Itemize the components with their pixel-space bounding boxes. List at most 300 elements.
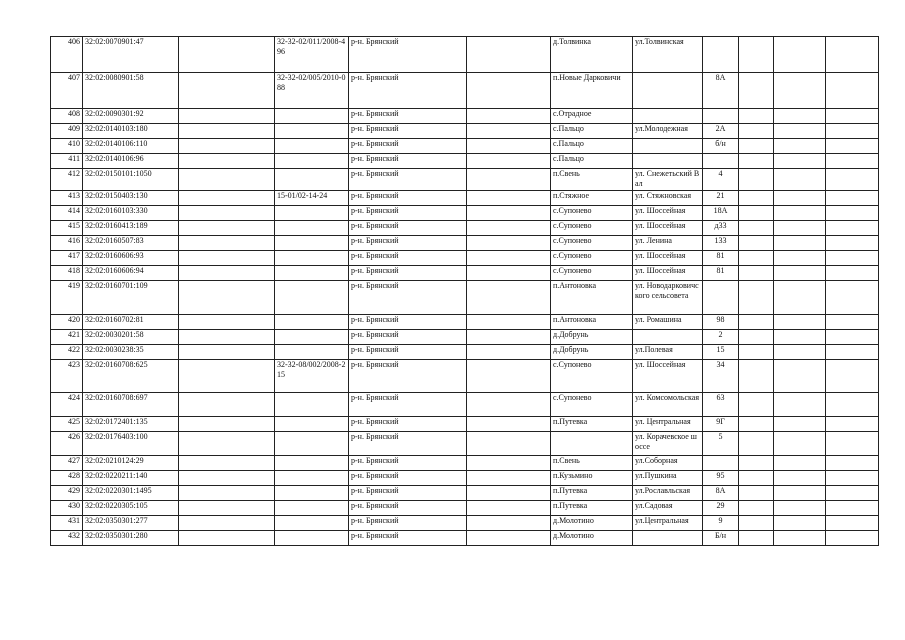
- table-row: [51, 124, 879, 139]
- house-number-cell: 81: [703, 266, 739, 281]
- empty-cell: [826, 73, 879, 109]
- district-cell: р-н. Брянский: [349, 345, 467, 360]
- table-row: [51, 281, 879, 315]
- table-row: [51, 191, 879, 206]
- registration-number-cell: [275, 432, 349, 456]
- empty-cell: [467, 124, 551, 139]
- house-number-cell: 18А: [703, 206, 739, 221]
- empty-cell: [826, 432, 879, 456]
- empty-cell: [774, 169, 826, 191]
- registration-number-cell: [275, 139, 349, 154]
- cadastral-number-cell: 32:02:0160413:189: [83, 221, 179, 236]
- district-cell: р-н. Брянский: [349, 206, 467, 221]
- house-number-cell: 8А: [703, 73, 739, 109]
- empty-cell: [739, 417, 774, 432]
- district-cell: р-н. Брянский: [349, 471, 467, 486]
- street-cell: ул.Соборная: [633, 456, 703, 471]
- district-cell: р-н. Брянский: [349, 124, 467, 139]
- district-cell: р-н. Брянский: [349, 169, 467, 191]
- empty-cell: [179, 191, 275, 206]
- empty-cell: [739, 393, 774, 417]
- empty-cell: [739, 139, 774, 154]
- empty-cell: [774, 236, 826, 251]
- settlement-cell: д.Молотино: [551, 516, 633, 531]
- cadastral-number-cell: 32:02:0160708:697: [83, 393, 179, 417]
- row-number-cell: 409: [51, 124, 83, 139]
- empty-cell: [739, 471, 774, 486]
- empty-cell: [467, 154, 551, 169]
- empty-cell: [179, 139, 275, 154]
- empty-cell: [739, 345, 774, 360]
- table-row: [51, 516, 879, 531]
- street-cell: ул. Шоссейная: [633, 221, 703, 236]
- document-page: [50, 36, 879, 546]
- house-number-cell: 8А: [703, 486, 739, 501]
- street-cell: ул.Молодежная: [633, 124, 703, 139]
- empty-cell: [467, 315, 551, 330]
- empty-cell: [179, 73, 275, 109]
- empty-cell: [826, 417, 879, 432]
- empty-cell: [467, 486, 551, 501]
- house-number-cell: 98: [703, 315, 739, 330]
- settlement-cell: п.Стяжное: [551, 191, 633, 206]
- empty-cell: [739, 330, 774, 345]
- registration-number-cell: 32-32-08/002/2008-215: [275, 360, 349, 393]
- registration-number-cell: [275, 471, 349, 486]
- empty-cell: [826, 251, 879, 266]
- empty-cell: [467, 417, 551, 432]
- settlement-cell: д.Молотино: [551, 531, 633, 546]
- property-register-table: [50, 36, 879, 546]
- settlement-cell: п.Кузьмино: [551, 471, 633, 486]
- cadastral-number-cell: 32:02:0140106:96: [83, 154, 179, 169]
- empty-cell: [179, 393, 275, 417]
- empty-cell: [774, 345, 826, 360]
- row-number-cell: 420: [51, 315, 83, 330]
- row-number-cell: 418: [51, 266, 83, 281]
- empty-cell: [467, 345, 551, 360]
- district-cell: р-н. Брянский: [349, 73, 467, 109]
- empty-cell: [774, 456, 826, 471]
- empty-cell: [739, 281, 774, 315]
- street-cell: [633, 139, 703, 154]
- district-cell: р-н. Брянский: [349, 191, 467, 206]
- row-number-cell: 414: [51, 206, 83, 221]
- district-cell: р-н. Брянский: [349, 456, 467, 471]
- house-number-cell: б/н: [703, 139, 739, 154]
- empty-cell: [179, 360, 275, 393]
- house-number-cell: 34: [703, 360, 739, 393]
- house-number-cell: Б/н: [703, 531, 739, 546]
- table-row: [51, 206, 879, 221]
- empty-cell: [774, 221, 826, 236]
- empty-cell: [774, 37, 826, 73]
- empty-cell: [739, 124, 774, 139]
- street-cell: ул. Стяжновская: [633, 191, 703, 206]
- empty-cell: [739, 191, 774, 206]
- district-cell: р-н. Брянский: [349, 281, 467, 315]
- settlement-cell: п.Новые Дарковичи: [551, 73, 633, 109]
- house-number-cell: 5: [703, 432, 739, 456]
- settlement-cell: с.Отрадное: [551, 109, 633, 124]
- district-cell: р-н. Брянский: [349, 516, 467, 531]
- row-number-cell: 413: [51, 191, 83, 206]
- empty-cell: [179, 251, 275, 266]
- empty-cell: [826, 191, 879, 206]
- empty-cell: [774, 266, 826, 281]
- street-cell: ул. Ленина: [633, 236, 703, 251]
- district-cell: р-н. Брянский: [349, 531, 467, 546]
- table-row: [51, 221, 879, 236]
- empty-cell: [774, 501, 826, 516]
- empty-cell: [179, 169, 275, 191]
- empty-cell: [739, 486, 774, 501]
- table-row: [51, 432, 879, 456]
- empty-cell: [179, 330, 275, 345]
- row-number-cell: 408: [51, 109, 83, 124]
- row-number-cell: 412: [51, 169, 83, 191]
- table-row: [51, 139, 879, 154]
- empty-cell: [826, 393, 879, 417]
- district-cell: р-н. Брянский: [349, 315, 467, 330]
- settlement-cell: с.Супонево: [551, 206, 633, 221]
- table-row: [51, 417, 879, 432]
- empty-cell: [739, 516, 774, 531]
- empty-cell: [467, 432, 551, 456]
- empty-cell: [467, 281, 551, 315]
- cadastral-number-cell: 32:02:0160103:330: [83, 206, 179, 221]
- empty-cell: [826, 345, 879, 360]
- empty-cell: [179, 432, 275, 456]
- cadastral-number-cell: 32:02:0350301:277: [83, 516, 179, 531]
- street-cell: ул.Садовая: [633, 501, 703, 516]
- house-number-cell: 81: [703, 251, 739, 266]
- empty-cell: [467, 501, 551, 516]
- house-number-cell: [703, 281, 739, 315]
- cadastral-number-cell: 32:02:0150101:1050: [83, 169, 179, 191]
- house-number-cell: 21: [703, 191, 739, 206]
- empty-cell: [179, 266, 275, 281]
- street-cell: ул.Толвинская: [633, 37, 703, 73]
- settlement-cell: с.Супонево: [551, 236, 633, 251]
- empty-cell: [739, 154, 774, 169]
- empty-cell: [467, 169, 551, 191]
- house-number-cell: [703, 154, 739, 169]
- empty-cell: [774, 486, 826, 501]
- registration-number-cell: [275, 393, 349, 417]
- cadastral-number-cell: 32:02:0220305:105: [83, 501, 179, 516]
- street-cell: ул.Полевая: [633, 345, 703, 360]
- empty-cell: [826, 486, 879, 501]
- table-row: [51, 37, 879, 73]
- street-cell: ул. Новодарковичского сельсовета: [633, 281, 703, 315]
- district-cell: р-н. Брянский: [349, 330, 467, 345]
- empty-cell: [774, 516, 826, 531]
- empty-cell: [774, 360, 826, 393]
- empty-cell: [179, 37, 275, 73]
- cadastral-number-cell: 32:02:0140103:180: [83, 124, 179, 139]
- empty-cell: [739, 221, 774, 236]
- street-cell: ул.Рославльская: [633, 486, 703, 501]
- row-number-cell: 429: [51, 486, 83, 501]
- empty-cell: [774, 251, 826, 266]
- empty-cell: [179, 154, 275, 169]
- table-row: [51, 73, 879, 109]
- empty-cell: [739, 169, 774, 191]
- empty-cell: [179, 501, 275, 516]
- row-number-cell: 407: [51, 73, 83, 109]
- settlement-cell: д.Толвинка: [551, 37, 633, 73]
- row-number-cell: 410: [51, 139, 83, 154]
- empty-cell: [179, 281, 275, 315]
- settlement-cell: п.Путевка: [551, 417, 633, 432]
- settlement-cell: с.Супонево: [551, 266, 633, 281]
- settlement-cell: с.Супонево: [551, 360, 633, 393]
- empty-cell: [774, 206, 826, 221]
- empty-cell: [179, 221, 275, 236]
- cadastral-number-cell: 32:02:0220211:140: [83, 471, 179, 486]
- empty-cell: [774, 393, 826, 417]
- house-number-cell: [703, 109, 739, 124]
- settlement-cell: п.Антоновка: [551, 281, 633, 315]
- row-number-cell: 424: [51, 393, 83, 417]
- district-cell: р-н. Брянский: [349, 360, 467, 393]
- house-number-cell: 63: [703, 393, 739, 417]
- house-number-cell: 15: [703, 345, 739, 360]
- registration-number-cell: [275, 531, 349, 546]
- row-number-cell: 425: [51, 417, 83, 432]
- settlement-cell: с.Пальцо: [551, 154, 633, 169]
- table-row: [51, 330, 879, 345]
- settlement-cell: с.Супонево: [551, 221, 633, 236]
- table-row: [51, 154, 879, 169]
- empty-cell: [739, 37, 774, 73]
- settlement-cell: п.Антоновка: [551, 315, 633, 330]
- table-row: [51, 393, 879, 417]
- empty-cell: [774, 281, 826, 315]
- table-row: [51, 471, 879, 486]
- empty-cell: [739, 73, 774, 109]
- empty-cell: [467, 330, 551, 345]
- empty-cell: [774, 531, 826, 546]
- table-row: [51, 251, 879, 266]
- empty-cell: [826, 501, 879, 516]
- cadastral-number-cell: 32:02:0160701:109: [83, 281, 179, 315]
- row-number-cell: 428: [51, 471, 83, 486]
- street-cell: ул. Ромашина: [633, 315, 703, 330]
- cadastral-number-cell: 32:02:0220301:1495: [83, 486, 179, 501]
- settlement-cell: п.Путевка: [551, 486, 633, 501]
- table-row: [51, 315, 879, 330]
- street-cell: ул. Снежетьский Вал: [633, 169, 703, 191]
- row-number-cell: 423: [51, 360, 83, 393]
- empty-cell: [739, 236, 774, 251]
- cadastral-number-cell: 32:02:0140106:110: [83, 139, 179, 154]
- registration-number-cell: [275, 456, 349, 471]
- row-number-cell: 431: [51, 516, 83, 531]
- empty-cell: [179, 417, 275, 432]
- district-cell: р-н. Брянский: [349, 109, 467, 124]
- table-row: [51, 345, 879, 360]
- row-number-cell: 421: [51, 330, 83, 345]
- cadastral-number-cell: 32:02:0080901:58: [83, 73, 179, 109]
- cadastral-number-cell: 32:02:0030201:58: [83, 330, 179, 345]
- house-number-cell: 2А: [703, 124, 739, 139]
- table-body: [51, 37, 879, 546]
- empty-cell: [774, 191, 826, 206]
- street-cell: ул. Корачевское шоссе: [633, 432, 703, 456]
- cadastral-number-cell: 32:02:0176403:100: [83, 432, 179, 456]
- district-cell: р-н. Брянский: [349, 501, 467, 516]
- registration-number-cell: [275, 516, 349, 531]
- empty-cell: [826, 169, 879, 191]
- cadastral-number-cell: 32:02:0160702:81: [83, 315, 179, 330]
- registration-number-cell: [275, 501, 349, 516]
- empty-cell: [467, 109, 551, 124]
- registration-number-cell: [275, 281, 349, 315]
- registration-number-cell: [275, 124, 349, 139]
- row-number-cell: 426: [51, 432, 83, 456]
- settlement-cell: с.Супонево: [551, 251, 633, 266]
- empty-cell: [467, 206, 551, 221]
- empty-cell: [179, 124, 275, 139]
- empty-cell: [179, 206, 275, 221]
- empty-cell: [467, 456, 551, 471]
- settlement-cell: д.Добрунь: [551, 330, 633, 345]
- registration-number-cell: [275, 169, 349, 191]
- registration-number-cell: [275, 417, 349, 432]
- district-cell: р-н. Брянский: [349, 266, 467, 281]
- settlement-cell: [551, 432, 633, 456]
- district-cell: р-н. Брянский: [349, 486, 467, 501]
- empty-cell: [467, 393, 551, 417]
- registration-number-cell: 32-32-02/011/2008-496: [275, 37, 349, 73]
- street-cell: [633, 531, 703, 546]
- registration-number-cell: [275, 315, 349, 330]
- registration-number-cell: [275, 266, 349, 281]
- row-number-cell: 406: [51, 37, 83, 73]
- cadastral-number-cell: 32:02:0350301:280: [83, 531, 179, 546]
- empty-cell: [179, 236, 275, 251]
- table-row: [51, 486, 879, 501]
- empty-cell: [739, 432, 774, 456]
- registration-number-cell: [275, 251, 349, 266]
- settlement-cell: п.Путевка: [551, 501, 633, 516]
- empty-cell: [467, 139, 551, 154]
- empty-cell: [826, 109, 879, 124]
- street-cell: ул. Центральная: [633, 417, 703, 432]
- cadastral-number-cell: 32:02:0090301:92: [83, 109, 179, 124]
- empty-cell: [467, 531, 551, 546]
- settlement-cell: с.Пальцо: [551, 124, 633, 139]
- cadastral-number-cell: 32:02:0070901:47: [83, 37, 179, 73]
- house-number-cell: [703, 456, 739, 471]
- registration-number-cell: [275, 221, 349, 236]
- empty-cell: [467, 221, 551, 236]
- empty-cell: [739, 206, 774, 221]
- empty-cell: [774, 315, 826, 330]
- empty-cell: [826, 471, 879, 486]
- empty-cell: [826, 516, 879, 531]
- registration-number-cell: [275, 109, 349, 124]
- street-cell: ул. Шоссейная: [633, 266, 703, 281]
- district-cell: р-н. Брянский: [349, 37, 467, 73]
- street-cell: [633, 73, 703, 109]
- empty-cell: [774, 330, 826, 345]
- empty-cell: [179, 456, 275, 471]
- empty-cell: [739, 501, 774, 516]
- empty-cell: [826, 154, 879, 169]
- row-number-cell: 411: [51, 154, 83, 169]
- empty-cell: [826, 360, 879, 393]
- empty-cell: [826, 330, 879, 345]
- empty-cell: [774, 432, 826, 456]
- house-number-cell: 95: [703, 471, 739, 486]
- table-row: [51, 456, 879, 471]
- cadastral-number-cell: 32:02:0160606:94: [83, 266, 179, 281]
- row-number-cell: 427: [51, 456, 83, 471]
- table-row: [51, 531, 879, 546]
- house-number-cell: 4: [703, 169, 739, 191]
- district-cell: р-н. Брянский: [349, 236, 467, 251]
- street-cell: [633, 154, 703, 169]
- district-cell: р-н. Брянский: [349, 393, 467, 417]
- empty-cell: [739, 251, 774, 266]
- empty-cell: [774, 471, 826, 486]
- district-cell: р-н. Брянский: [349, 417, 467, 432]
- house-number-cell: 29: [703, 501, 739, 516]
- empty-cell: [774, 139, 826, 154]
- registration-number-cell: [275, 345, 349, 360]
- table-row: [51, 501, 879, 516]
- empty-cell: [467, 471, 551, 486]
- row-number-cell: 430: [51, 501, 83, 516]
- cadastral-number-cell: 32:02:0030238:35: [83, 345, 179, 360]
- table-row: [51, 236, 879, 251]
- row-number-cell: 419: [51, 281, 83, 315]
- empty-cell: [179, 345, 275, 360]
- empty-cell: [739, 109, 774, 124]
- empty-cell: [467, 360, 551, 393]
- street-cell: ул. Шоссейная: [633, 360, 703, 393]
- empty-cell: [774, 154, 826, 169]
- street-cell: ул. Шоссейная: [633, 251, 703, 266]
- registration-number-cell: [275, 206, 349, 221]
- row-number-cell: 432: [51, 531, 83, 546]
- table-row: [51, 266, 879, 281]
- empty-cell: [739, 360, 774, 393]
- empty-cell: [774, 109, 826, 124]
- empty-cell: [739, 266, 774, 281]
- settlement-cell: с.Пальцо: [551, 139, 633, 154]
- cadastral-number-cell: 32:02:0210124:29: [83, 456, 179, 471]
- district-cell: р-н. Брянский: [349, 221, 467, 236]
- street-cell: [633, 330, 703, 345]
- registration-number-cell: [275, 486, 349, 501]
- empty-cell: [739, 315, 774, 330]
- empty-cell: [467, 251, 551, 266]
- cadastral-number-cell: 32:02:0160606:93: [83, 251, 179, 266]
- cadastral-number-cell: 32:02:0160708:625: [83, 360, 179, 393]
- empty-cell: [467, 73, 551, 109]
- row-number-cell: 415: [51, 221, 83, 236]
- empty-cell: [179, 471, 275, 486]
- empty-cell: [774, 73, 826, 109]
- empty-cell: [774, 417, 826, 432]
- row-number-cell: 417: [51, 251, 83, 266]
- cadastral-number-cell: 32:02:0150403:130: [83, 191, 179, 206]
- table-row: [51, 360, 879, 393]
